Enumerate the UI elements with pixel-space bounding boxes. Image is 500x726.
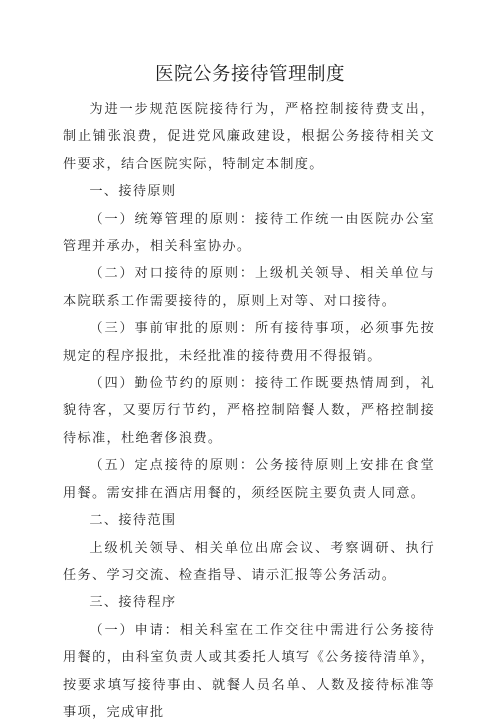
procedure-paragraph-1: （一）申请：相关科室在工作交往中需进行公务接待用餐的，由科室负责人或其委托人填写《公务接待清单》，按要求填写接待事由、就餐人员名单、人数及接待标准等事项，完成审批 <box>63 622 435 720</box>
principle-paragraph-5: （五）定点接待的原则：公务接待原则上安排在食堂用餐。需安排在酒店用餐的，须经医院主要负责人同意。 <box>63 458 435 501</box>
section-heading-scope: 二、接待范围 <box>89 513 177 529</box>
principle-paragraph-4: （四）勤俭节约的原则：接待工作既要热情周到，礼貌待客，又要厉行节约，严格控制陪餐人数，严格控制接待标准，杜绝奢侈浪费。 <box>63 376 435 446</box>
section-heading-procedure: 三、接待程序 <box>89 595 177 611</box>
principle-paragraph-3: （三）事前审批的原则：所有接待事项，必须事先按规定的程序报批，未经批准的接待费用不得报销。 <box>63 321 435 364</box>
section-heading-principles: 一、接待原则 <box>89 184 177 200</box>
document-title: 医院公务接待管理制度 <box>154 64 345 85</box>
document-body <box>63 96 435 726</box>
principle-paragraph-2: （二）对口接待的原则：上级机关领导、相关单位与本院联系工作需要接待的，原则上对等、对口接待。 <box>63 266 435 309</box>
intro-paragraph: 为进一步规范医院接待行为，严格控制接待费支出，制止铺张浪费，促进党风廉政建设，根据公务接待相关文件要求，结合医院实际，特制定本制度。 <box>63 102 435 172</box>
scope-paragraph: 上级机关领导、相关单位出席会议、考察调研、执行任务、学习交流、检查指导、请示汇报等公务活动。 <box>63 540 435 583</box>
principle-paragraph-1: （一）统筹管理的原则：接待工作统一由医院办公室管理并承办，相关科室协办。 <box>63 211 435 255</box>
